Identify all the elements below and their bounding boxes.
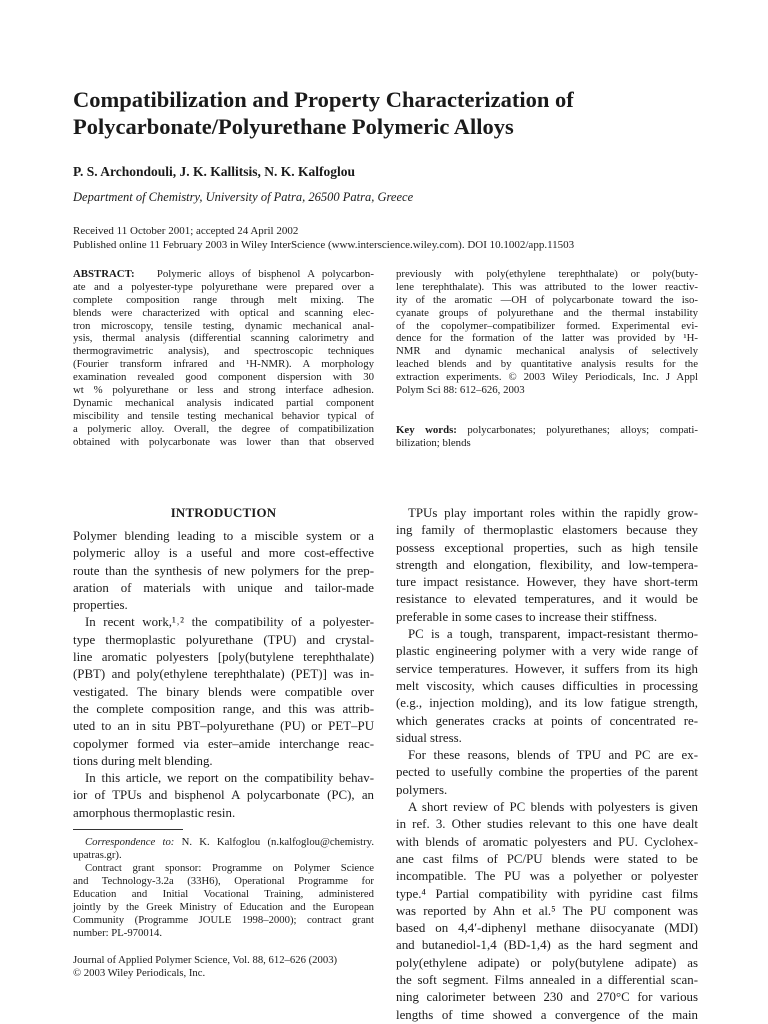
- body-line: with blends of aromatic polyesters and PU. Cyclohex-: [396, 834, 698, 849]
- body-line: aration of materials with unique and tailor-made: [73, 580, 374, 595]
- footnote-line: number: PL-970014.: [73, 927, 163, 939]
- body-right-column: [396, 505, 698, 1024]
- abstract-line: previously with poly(ethylene terephthalate) or poly(buty-: [396, 268, 698, 280]
- body-line: In recent work,¹˒² the compatibility of a polyester-: [85, 615, 374, 630]
- received-date: Received 11 October 2001; accepted 24 April 2002: [73, 225, 299, 237]
- body-line: In this article, we report on the compatibility behav-: [85, 771, 374, 786]
- body-line: ior of TPUs and bisphenol A polycarbonate (PC), an: [73, 788, 374, 803]
- abstract-line: dence for the formation of the latter was provided by ¹H-: [396, 332, 698, 345]
- abstract-line: blends were characterized with optical and scanning elec-: [73, 306, 374, 319]
- abstract-line: lene terephthalate). This was attributed to the lower reactiv-: [396, 280, 698, 293]
- body-line: ning calorimeter between 230 and 270°C for various: [396, 990, 698, 1005]
- abstract-line: a polymeric alloy. Overall, the degree of compatibilization: [73, 422, 374, 435]
- body-line: (PBT) and poly(ethylene terephthalate) (PET)] was in-: [73, 667, 374, 682]
- body-line: copolymer formed via ester–amide interchange reac-: [73, 736, 374, 751]
- body-line: the complete composition range, and this was attrib-: [73, 701, 374, 716]
- footnote-line: and Technology-3.2a (33H6), Operational Programme for: [73, 875, 374, 887]
- section-heading: INTRODUCTION: [170, 506, 277, 520]
- body-line: plastic engineering polymer with a very wide range of: [396, 644, 698, 659]
- keywords-line: Key words: polycarbonates; polyurethanes; alloys; compati-: [396, 424, 699, 436]
- footnote-line: jointly by the Greek Ministry of Education and the European: [73, 901, 374, 913]
- footnote-line: Education and Initial Vocational Training, administered: [73, 888, 374, 900]
- footnote-line: Correspondence to: N. K. Kalfoglou (n.kalfoglou@chemistry.: [85, 836, 374, 848]
- body-line: route than the synthesis of new polymers for the prep-: [73, 563, 374, 578]
- body-line: type thermoplastic polyurethane (TPU) and crystal-: [73, 632, 374, 647]
- keywords-line: bilization; blends: [396, 437, 471, 449]
- body-line: was reported by Ahn et al.⁵ The PU component was: [396, 903, 698, 918]
- title-line: Polycarbonate/Polyurethane Polymeric Alloys: [73, 114, 514, 139]
- footnote-line: upatras.gr).: [73, 849, 122, 861]
- body-line: For these reasons, blends of TPU and PC are ex-: [408, 748, 698, 763]
- footnote-line: Contract grant sponsor: Programme on Polymer Science: [85, 862, 374, 874]
- footnotes: [73, 836, 374, 940]
- body-line: polymeric alloy is a useful and more cost-effective: [73, 546, 374, 561]
- body-line: strength and elongation, flexibility, and low-tempera-: [396, 557, 698, 572]
- body-line: uted to an in situ PBT–polyurethane (PU) or PET–PU: [73, 719, 374, 734]
- abstract-line: cyanate groups of polyurethane and the thermal instability: [396, 306, 698, 319]
- footnote-divider: [73, 829, 183, 830]
- keywords-label: Key words:: [396, 424, 457, 436]
- abstract-right-column: [396, 268, 698, 397]
- body-line: tions during melt blending.: [73, 753, 213, 768]
- body-line: properties.: [73, 598, 128, 613]
- body-line: service temperatures. However, it suffers from its high: [396, 661, 698, 676]
- body-line: and butanediol-1,4 (BD-1,4) as the hard segment and: [396, 938, 698, 953]
- body-line: resistance to elevated temperatures, and it would be: [396, 592, 698, 607]
- body-line: type.⁴ Partial compatibility with pyridine cast films: [396, 886, 698, 901]
- body-line: Polymer blending leading to a miscible system or a: [73, 529, 374, 543]
- publication-dates: [73, 224, 574, 252]
- footnote-line: Community (Programme JOULE 1998–2000); contract grant: [73, 914, 374, 926]
- body-line: possess exceptional properties, such as high tensile: [396, 540, 698, 555]
- abstract-line: Dynamic mechanical analysis indicated partial component: [73, 396, 374, 409]
- title-line: Compatibilization and Property Characterization of: [73, 87, 574, 112]
- body-line: in ref. 3. Other studies relevant to this one have dealt: [396, 817, 698, 832]
- body-line: line aromatic polyesters [poly(butylene terephthalate): [73, 650, 374, 665]
- body-line: polymers.: [396, 782, 448, 797]
- abstract-line: Polym Sci 88: 612–626, 2003: [396, 384, 525, 397]
- body-line: based on 4,4′-diphenyl methane diisocyanate (MDI): [396, 921, 698, 936]
- abstract-line: complete composition range through melt mixing. The: [73, 293, 374, 306]
- body-line: which generates cracks at points of concentrated re-: [396, 713, 698, 728]
- abstract-line: examination revealed good component dispersion with 30: [73, 371, 374, 384]
- body-line: poly(ethylene adipate) or poly(butylene adipate) as: [396, 955, 698, 970]
- journal-citation: [73, 954, 383, 980]
- abstract-line: wt % polyurethane or less and strong interface adhesion.: [73, 384, 374, 397]
- abstract-line: extraction experiments. © 2003 Wiley Periodicals, Inc. J Appl: [396, 371, 698, 384]
- body-line: the soft segment. Films annealed in a differential scan-: [396, 973, 698, 988]
- article-title: [73, 86, 713, 140]
- abstract-line: obtained with polycarbonate was lower than that observed: [73, 435, 374, 448]
- journal-name: Journal of Applied Polymer Science, Vol. 88, 612–626 (2003): [73, 954, 338, 966]
- abstract-line: ABSTRACT: Polymeric alloys of bisphenol A polycarbon-: [73, 268, 374, 280]
- body-line: PC is a tough, transparent, impact-resistant thermo-: [408, 627, 698, 642]
- abstract-line: ity of the aromatic —OH of polycarbonate toward the iso-: [396, 293, 698, 306]
- body-line: TPUs play important roles within the rapidly grow-: [408, 506, 698, 520]
- body-line: ture impact resistance. However, they have short-term: [396, 575, 698, 590]
- keywords: [396, 424, 698, 450]
- author-list: P. S. Archondouli, J. K. Kallitsis, N. K. Kalfoglou: [73, 164, 356, 179]
- body-line: vestigated. The binary blends were compatible over: [73, 684, 374, 699]
- body-line: incompatible. The PU was a polyether or polyester: [396, 869, 698, 884]
- body-line: ing family of thermoplastic elastomers because they: [396, 523, 698, 538]
- copyright: © 2003 Wiley Periodicals, Inc.: [73, 967, 206, 979]
- body-left-column: [73, 528, 374, 822]
- abstract-line: ate and a polyester-type polyurethane were prepared over a: [73, 280, 374, 293]
- abstract-line: of the copolymer–compatibilizer formed. Experimental evi-: [396, 319, 698, 332]
- abstract-left-column: [73, 268, 374, 448]
- abstract-line: thermogravimetric analysis), and spectroscopic techniques: [73, 345, 374, 358]
- body-line: sidual stress.: [396, 730, 462, 745]
- abstract-line: NMR and dynamic mechanical analysis of selectively: [396, 345, 698, 358]
- correspondence-label: Correspondence to:: [85, 836, 175, 848]
- abstract-line: (Fourier transform infrared and ¹H-NMR). A morphology: [73, 358, 374, 371]
- body-line: preferable in some cases to increase their stiffness.: [396, 609, 658, 624]
- body-line: pected to usefully combine the properties of the parent: [396, 765, 698, 780]
- published-date: Published online 11 February 2003 in Wiley InterScience (www.interscience.wiley.com). DOI 10.1002/app.11503: [73, 239, 575, 251]
- body-line: amorphous thermoplastic resin.: [73, 805, 236, 820]
- body-line: ane cast films of PC/PU blends were stated to be: [396, 851, 698, 866]
- abstract-line: leached blends and by quantitative analysis results for the: [396, 358, 698, 371]
- abstract-label: ABSTRACT:: [73, 268, 135, 280]
- body-line: melt viscosity, which causes difficulties in processing: [396, 678, 698, 693]
- body-line: A short review of PC blends with polyesters is given: [408, 800, 698, 815]
- abstract-line: tron microscopy, tensile testing, dynamic mechanical anal-: [73, 319, 374, 332]
- affiliation: Department of Chemistry, University of Patra, 26500 Patra, Greece: [73, 190, 414, 204]
- abstract-line: ysis, thermal analysis (differential scanning calorimetry and: [73, 332, 374, 345]
- body-line: lengths of time showed a convergence of the main: [396, 1007, 698, 1022]
- body-line: (e.g., injection molding), and its low fatigue strength,: [396, 696, 698, 711]
- abstract-line: miscibility and tensile testing mechanical behavior typical of: [73, 409, 374, 422]
